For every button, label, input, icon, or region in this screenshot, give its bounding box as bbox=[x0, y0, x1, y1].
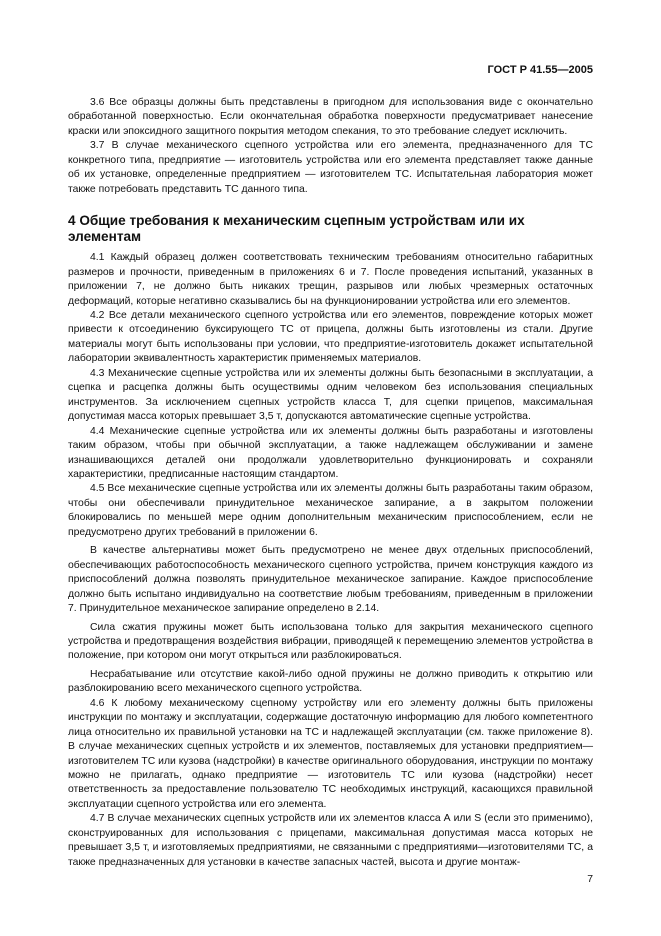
paragraph-spring-force: Сила сжатия пружины может быть использована только для закрытия механического сцепного устройства и предотвращения воздействия вибрации, приводящей к перемещению элементов устройства в положение, при котором они могут открыться или разблокироваться. bbox=[68, 621, 593, 662]
paragraph-4-1: 4.1 Каждый образец должен соответствовать техническим требованиям относительно габаритных размеров и прочности, приведенным в приложениях 6 и 7. После проведения испытаний, указанных в приложении 7, не должно быть никаких трещин, разрывов или любых чрезмерных остаточных деформаций, которые негативно сказывались бы на функционировании устройства или его элементов. bbox=[68, 252, 593, 307]
section-heading: 4 Общие требования к механическим сцепным устройствам или их элементам bbox=[68, 213, 525, 245]
paragraph-4-4: 4.4 Механические сцепные устройства или их элементы должны быть разработаны и изготовлены таким образом, чтобы при обычной эксплуатации, а также надлежащем обслуживании и замене изнашивающихся деталей они продолжали удовлетворительно функционировать и сохраняли характеристики, предписанные настоящим стандартом. bbox=[68, 425, 593, 480]
paragraph-4-7: 4.7 В случае механических сцепных устройств или их элементов класса А или S (если это применимо), сконструированных для использования с прицепами, максимальная допустимая масса которых не превышает 3,5 т, и изготовляемых предприятиями, не связанными с предприятиями—изготовителями ТС, а также предназначенных для установки в качестве запасных частей, высота и другие монтаж- bbox=[68, 813, 593, 868]
paragraph-4-5: 4.5 Все механические сцепные устройства или их элементы должны быть разработаны таким образом, чтобы они обеспечивали принудительное механическое запирание, а в закрытом положении блокировались по меньшей мере одним дополнительным механическим приспособлением, если не предусмотрено других требований в приложении 6. bbox=[68, 483, 593, 538]
document-header: ГОСТ Р 41.55—2005 bbox=[487, 64, 593, 76]
paragraph-spring-failure: Несрабатывание или отсутствие какой-либо одной пружины не должно приводить к открытию или разблокированию всего механического сцепного устройства. bbox=[68, 668, 593, 695]
paragraph-3-6: 3.6 Все образцы должны быть представлены в пригодном для использования виде с окончательно обработанной поверхностью. Если окончательная обработка поверхности предусматривает нанесение краски или эпоксидного защитного покрытия методом спекания, то это требование следует исключить. bbox=[68, 97, 593, 137]
document-body bbox=[68, 96, 593, 870]
paragraph-3-7: 3.7 В случае механического сцепного устройства или его элемента, предназначенного для ТС конкретного типа, предприятие — изготовитель устройства или его элемента представляет также данные об их установке, определенные предприятием — изготовителем ТС. Испытательная лаборатория может также потребовать представить ТС данного типа. bbox=[68, 140, 593, 195]
paragraph-4-6: 4.6 К любому механическому сцепному устройству или его элементу должны быть приложены инструкции по монтажу и эксплуатации, содержащие достаточную информацию для любого компетентного лица относительно их правильной установки на ТС и надлежащей эксплуатации (см. также приложение 8). В случае механических сцепных устройств и их элементов, поставляемых для установки предприятием—изготовителем ТС или кузова (надстройки) в качестве оригинального оборудования, инструкции по монтажу можно не прилагать, однако предприятие — изготовитель ТС или кузова (надстройки) несет ответственность за предоставление пользователю ТС необходимых инструкций, касающихся правильной эксплуатации сцепного устройства или его элемента. bbox=[68, 697, 593, 810]
paragraph-alternative: В качестве альтернативы может быть предусмотрено не менее двух отдельных приспособлений, обеспечивающих работоспособность механического сцепного устройства, причем конструкция каждого из приспособлений должна позволять принудительное механическое запирание. Каждое приспособление должно быть испытано индивидуально на соответствие любым требованиям, приведенным в приложении 7. Принудительное механическое запирание определено в 2.14. bbox=[68, 545, 593, 615]
paragraph-4-3: 4.3 Механические сцепные устройства или их элементы должны быть безопасными в эксплуатации, а сцепка и расцепка должны быть осуществимы одним человеком без использования специальных инструментов. За исключением сцепных устройств класса Т, для сцепки прицепов, максимальная допустимая масса которых превышает 3,5 т, допускаются автоматические сцепные устройства. bbox=[68, 367, 593, 423]
paragraph-4-2: 4.2 Все детали механического сцепного устройства или его элементов, повреждение которых может привести к отсоединению буксирующего ТС от прицепа, должны быть изготовлены из стали. Другие материалы могут быть использованы при условии, что предприятие-изготовитель докажет испытательной лаборатории эквивалентность характеристик применяемых материалов. bbox=[68, 309, 593, 365]
page-number: 7 bbox=[587, 874, 593, 885]
